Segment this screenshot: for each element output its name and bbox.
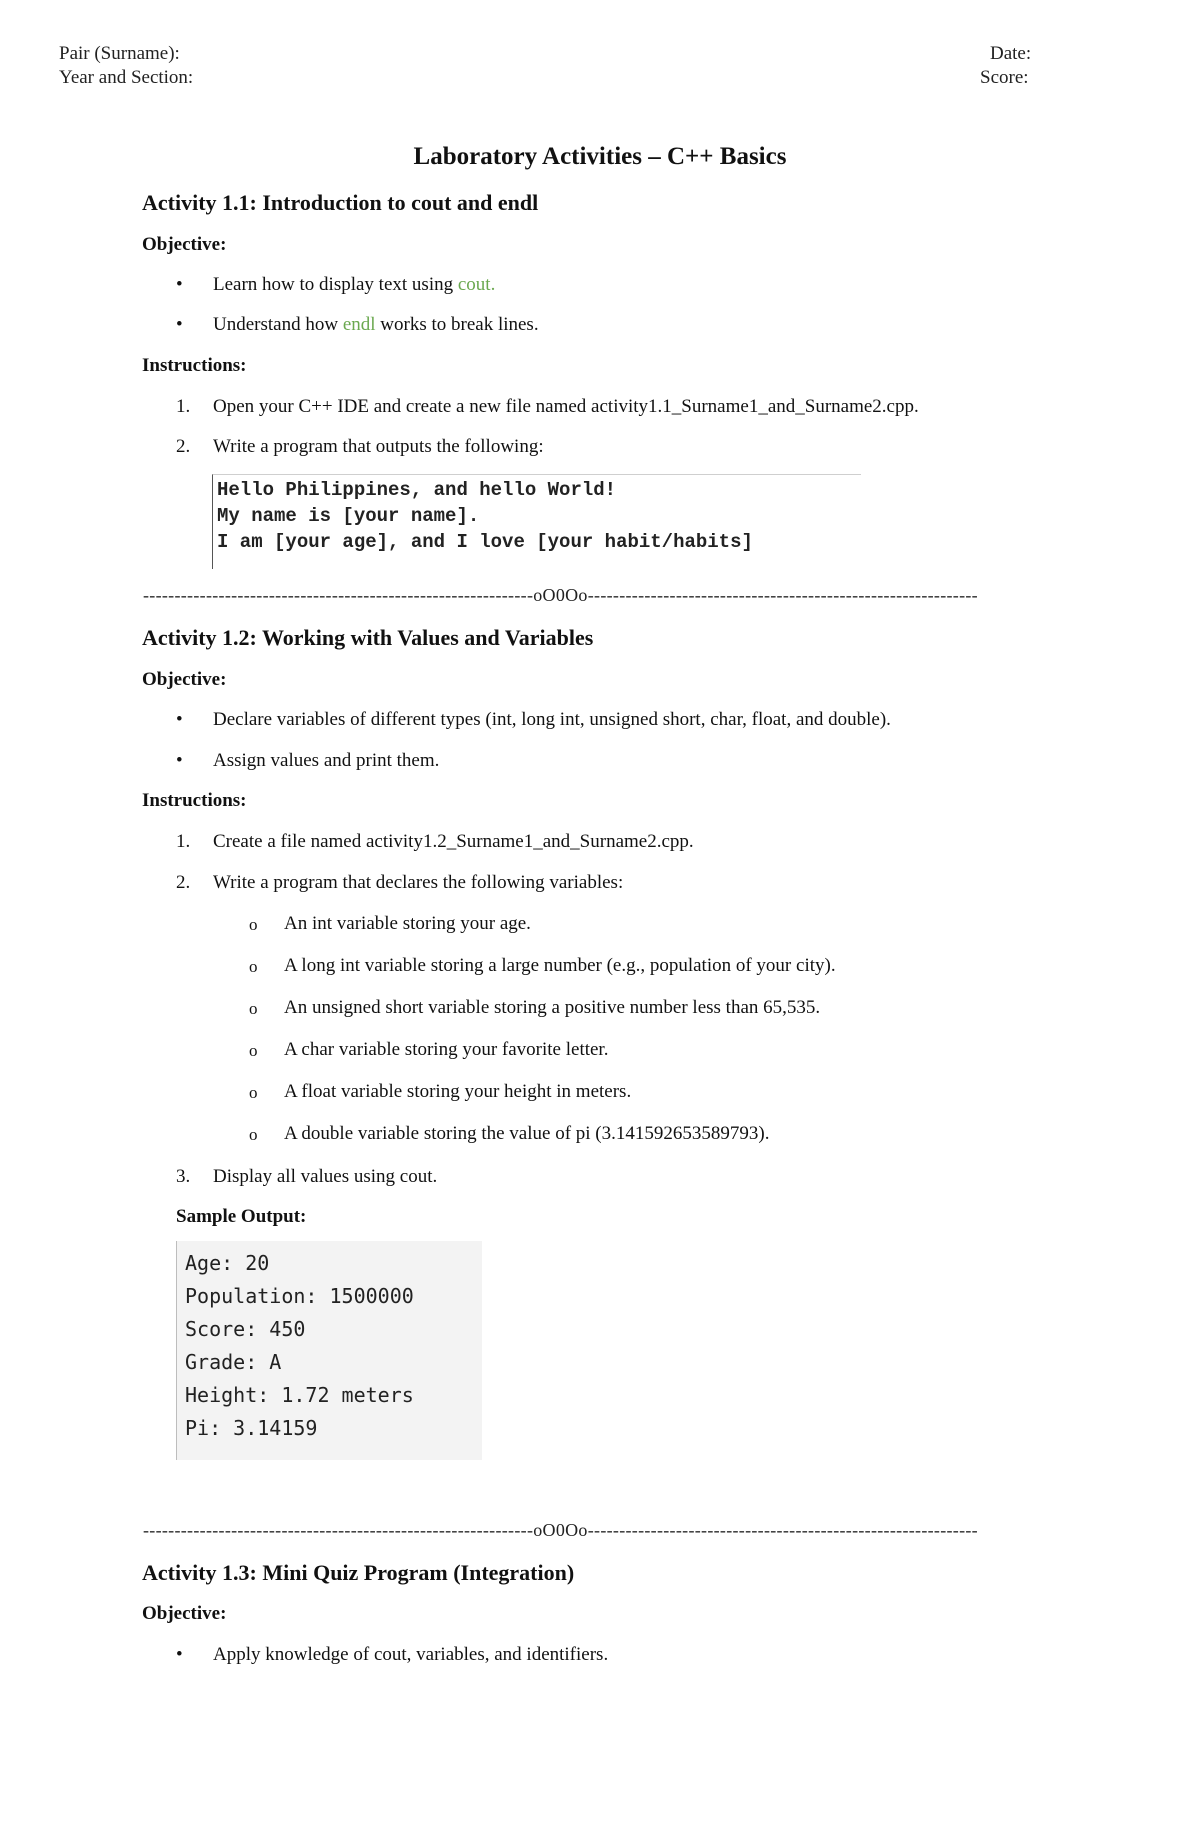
list-number: 3. bbox=[176, 1166, 191, 1187]
sub-bullet-icon: o bbox=[249, 957, 258, 976]
activity-1-3-objective-label: Objective: bbox=[142, 1603, 227, 1624]
output-line: Height: 1.72 meters bbox=[185, 1383, 414, 1407]
instruction-item: Create a file named activity1.2_Surname1_and_Surname2.cpp. bbox=[213, 831, 694, 852]
year-section-label: Year and Section: bbox=[59, 67, 194, 88]
output-line: Score: 450 bbox=[185, 1317, 306, 1341]
objective-item: Assign values and print them. bbox=[213, 750, 440, 771]
list-number: 2. bbox=[176, 872, 191, 893]
activity-1-1-objective-label: Objective: bbox=[142, 234, 227, 255]
bullet-icon: • bbox=[176, 274, 183, 295]
output-line: Age: 20 bbox=[185, 1251, 270, 1275]
instruction-item: Open your C++ IDE and create a new file named activity1.1_Surname1_and_Surname2.cpp. bbox=[213, 396, 919, 417]
code-line: Hello Philippines, and hello World! bbox=[217, 479, 617, 501]
sub-item: A double variable storing the value of pi (3.141592653589793). bbox=[284, 1123, 770, 1144]
sub-item: An int variable storing your age. bbox=[284, 913, 531, 934]
date-label: Date: bbox=[990, 43, 1032, 64]
bullet-icon: • bbox=[176, 1644, 183, 1665]
keyword-cout: cout. bbox=[457, 274, 496, 295]
activity-1-1-instructions-label: Instructions: bbox=[142, 355, 247, 376]
sample-output-label: Sample Output: bbox=[176, 1206, 307, 1227]
activity-1-3-heading: Activity 1.3: Mini Quiz Program (Integration) bbox=[142, 1560, 575, 1585]
activity-1-2-heading: Activity 1.2: Working with Values and Variables bbox=[142, 625, 594, 650]
sample-output-block bbox=[176, 1241, 482, 1460]
activity-1-2-instructions-label: Instructions: bbox=[142, 790, 247, 811]
list-number: 2. bbox=[176, 436, 191, 457]
page-title: Laboratory Activities – C++ Basics bbox=[413, 143, 787, 170]
bullet-icon: • bbox=[176, 314, 183, 335]
instruction-item: Write a program that outputs the following: bbox=[213, 436, 544, 457]
list-number: 1. bbox=[176, 831, 191, 852]
sub-item: A char variable storing your favorite letter. bbox=[284, 1039, 609, 1060]
activity-1-2-objective-label: Objective: bbox=[142, 669, 227, 690]
sub-item: A float variable storing your height in meters. bbox=[284, 1081, 632, 1102]
objective-item: Understand how endl works to break lines. bbox=[213, 314, 539, 335]
instruction-item: Display all values using cout. bbox=[213, 1166, 438, 1187]
sub-bullet-icon: o bbox=[249, 999, 258, 1018]
output-line: Grade: A bbox=[185, 1350, 282, 1374]
score-label: Score: bbox=[980, 67, 1029, 88]
activity-1-1-heading: Activity 1.1: Introduction to cout and endl bbox=[142, 190, 539, 215]
sub-bullet-icon: o bbox=[249, 915, 258, 934]
pair-surname-label: Pair (Surname): bbox=[59, 43, 180, 64]
objective-item: Apply knowledge of cout, variables, and identifiers. bbox=[213, 1644, 609, 1665]
objective-item: Declare variables of different types (int, long int, unsigned short, char, float, and double). bbox=[213, 709, 891, 730]
objective-item: Learn how to display text using cout. bbox=[213, 274, 496, 295]
output-line: Population: 1500000 bbox=[185, 1284, 414, 1308]
keyword-endl: endl bbox=[342, 314, 376, 335]
sub-item: An unsigned short variable storing a positive number less than 65,535. bbox=[284, 997, 821, 1018]
bullet-icon: • bbox=[176, 709, 183, 730]
output-line: Pi: 3.14159 bbox=[185, 1416, 318, 1440]
section-separator: --------------------------------------------------------------oO0Oo-------------------------------------------------------------- bbox=[143, 585, 978, 605]
sub-bullet-icon: o bbox=[249, 1041, 258, 1060]
sub-item: A long int variable storing a large number (e.g., population of your city). bbox=[284, 955, 836, 976]
bullet-icon: • bbox=[176, 750, 183, 771]
code-line: I am [your age], and I love [your habit/habits] bbox=[217, 531, 753, 553]
instruction-item: Write a program that declares the following variables: bbox=[213, 872, 624, 893]
sub-bullet-icon: o bbox=[249, 1083, 258, 1102]
code-line: My name is [your name]. bbox=[217, 505, 480, 527]
list-number: 1. bbox=[176, 396, 191, 417]
code-block-expected-output bbox=[212, 474, 861, 569]
section-separator: --------------------------------------------------------------oO0Oo-------------------------------------------------------------- bbox=[143, 1520, 978, 1540]
sub-bullet-icon: o bbox=[249, 1125, 258, 1144]
